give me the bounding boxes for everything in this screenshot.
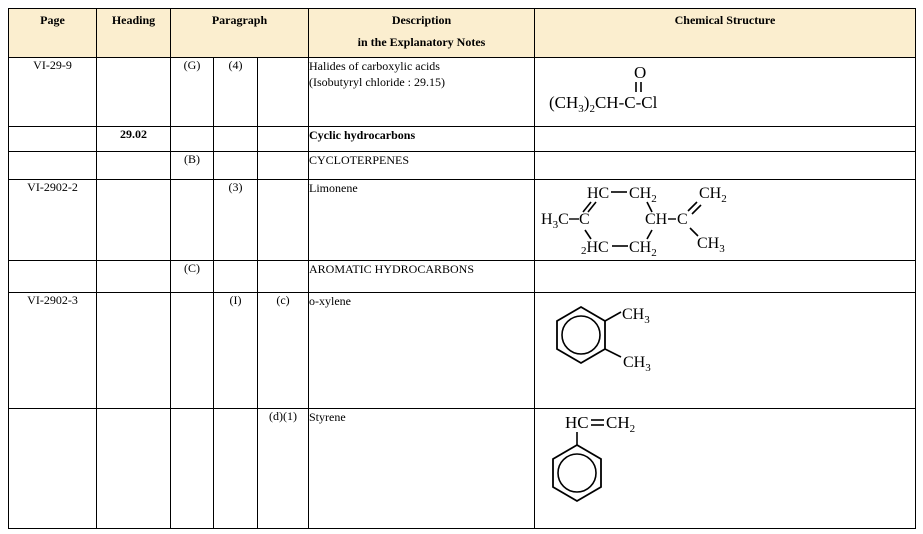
header-row [9, 9, 916, 58]
cell-page [9, 127, 97, 152]
cell-description: Limonene [309, 180, 535, 261]
cell-heading [97, 261, 171, 293]
ring-ch2-bottom-left: 2HC [581, 239, 609, 257]
cell-paragraph-3 [258, 152, 309, 180]
cell-paragraph-1: (B) [171, 152, 214, 180]
styrene-structure [535, 409, 915, 509]
ring-ch-top-left: HC [587, 185, 610, 202]
cell-heading [97, 293, 171, 409]
header-paragraph: Paragraph [171, 9, 309, 58]
isopropenyl-ch2: $CH_2$ [699, 185, 727, 205]
cell-paragraph-3 [258, 261, 309, 293]
description-text: Halides of carboxylic acids [309, 59, 440, 73]
cell-description [309, 58, 535, 127]
header-page: Page [9, 9, 97, 58]
cell-paragraph-1: (G) [171, 58, 214, 127]
cell-structure [535, 180, 916, 261]
cell-page: VI-29-9 [9, 58, 97, 127]
table-row [9, 127, 916, 152]
cell-paragraph-2 [214, 261, 258, 293]
cell-description: o-xylene [309, 293, 535, 409]
cell-page: VI-2902-2 [9, 180, 97, 261]
cell-paragraph-3 [258, 58, 309, 127]
header-chemical-structure: Chemical Structure [535, 9, 916, 58]
oxygen-label: O [634, 63, 647, 82]
ring-c-left: C [579, 211, 590, 228]
table-row [9, 58, 916, 127]
cell-description: Cyclic hydrocarbons [309, 127, 535, 152]
ring-ch2-top-right: $CH_2$ [629, 185, 657, 205]
cell-paragraph-1: (C) [171, 261, 214, 293]
cell-paragraph-1 [171, 293, 214, 409]
cell-structure [535, 261, 916, 293]
cell-paragraph-1 [171, 180, 214, 261]
cell-paragraph-2 [214, 409, 258, 529]
cell-paragraph-3 [258, 127, 309, 152]
cell-structure [535, 58, 916, 127]
header-description [309, 9, 535, 58]
cell-structure [535, 409, 916, 529]
cell-heading [97, 58, 171, 127]
isobutyryl-chloride-structure [535, 58, 915, 118]
cell-paragraph-2: (3) [214, 180, 258, 261]
description-subtext: (Isobutyryl chloride : 29.15) [309, 75, 445, 89]
table-row [9, 180, 916, 261]
cell-paragraph-3: (c) [258, 293, 309, 409]
cell-paragraph-3 [258, 180, 309, 261]
vinyl-ch2: $CH_2$ [606, 413, 636, 435]
hs-classification-table [8, 8, 916, 529]
table-row [9, 409, 916, 529]
cell-heading: 29.02 [97, 127, 171, 152]
table-row [9, 293, 916, 409]
header-description-line2: in the Explanatory Notes [357, 35, 486, 49]
methyl-bottom: $CH_3$ [623, 354, 651, 374]
table-row [9, 152, 916, 180]
cell-paragraph-1 [171, 409, 214, 529]
cell-page: VI-2902-3 [9, 293, 97, 409]
methyl-top: $CH_3$ [622, 306, 650, 326]
cell-paragraph-2: (I) [214, 293, 258, 409]
cell-page [9, 261, 97, 293]
limonene-structure [535, 180, 915, 258]
isopropenyl-ch3: $CH_3$ [697, 235, 725, 255]
isopropenyl-c: C [677, 211, 688, 228]
formula-line: $(CH_3)_2CH-C-Cl$ [549, 93, 658, 115]
cell-paragraph-2 [214, 127, 258, 152]
cell-paragraph-3: (d)(1) [258, 409, 309, 529]
table-row [9, 261, 916, 293]
methyl-left: $H_3C$ [541, 211, 569, 231]
cell-heading [97, 180, 171, 261]
o-xylene-structure [535, 293, 915, 383]
ring-ch2-bottom-right: $CH_2$ [629, 239, 657, 258]
header-description-line1: Description [391, 13, 452, 27]
cell-description: CYCLOTERPENES [309, 152, 535, 180]
cell-description: AROMATIC HYDROCARBONS [309, 261, 535, 293]
cell-structure [535, 152, 916, 180]
ring-ch-right: CH [645, 211, 668, 228]
cell-heading [97, 409, 171, 529]
cell-structure [535, 127, 916, 152]
cell-page [9, 409, 97, 529]
cell-heading [97, 152, 171, 180]
cell-description: Styrene [309, 409, 535, 529]
cell-paragraph-2: (4) [214, 58, 258, 127]
cell-structure [535, 293, 916, 409]
vinyl-ch: HC [565, 413, 589, 432]
cell-page [9, 152, 97, 180]
cell-paragraph-1 [171, 127, 214, 152]
cell-paragraph-2 [214, 152, 258, 180]
header-heading: Heading [97, 9, 171, 58]
